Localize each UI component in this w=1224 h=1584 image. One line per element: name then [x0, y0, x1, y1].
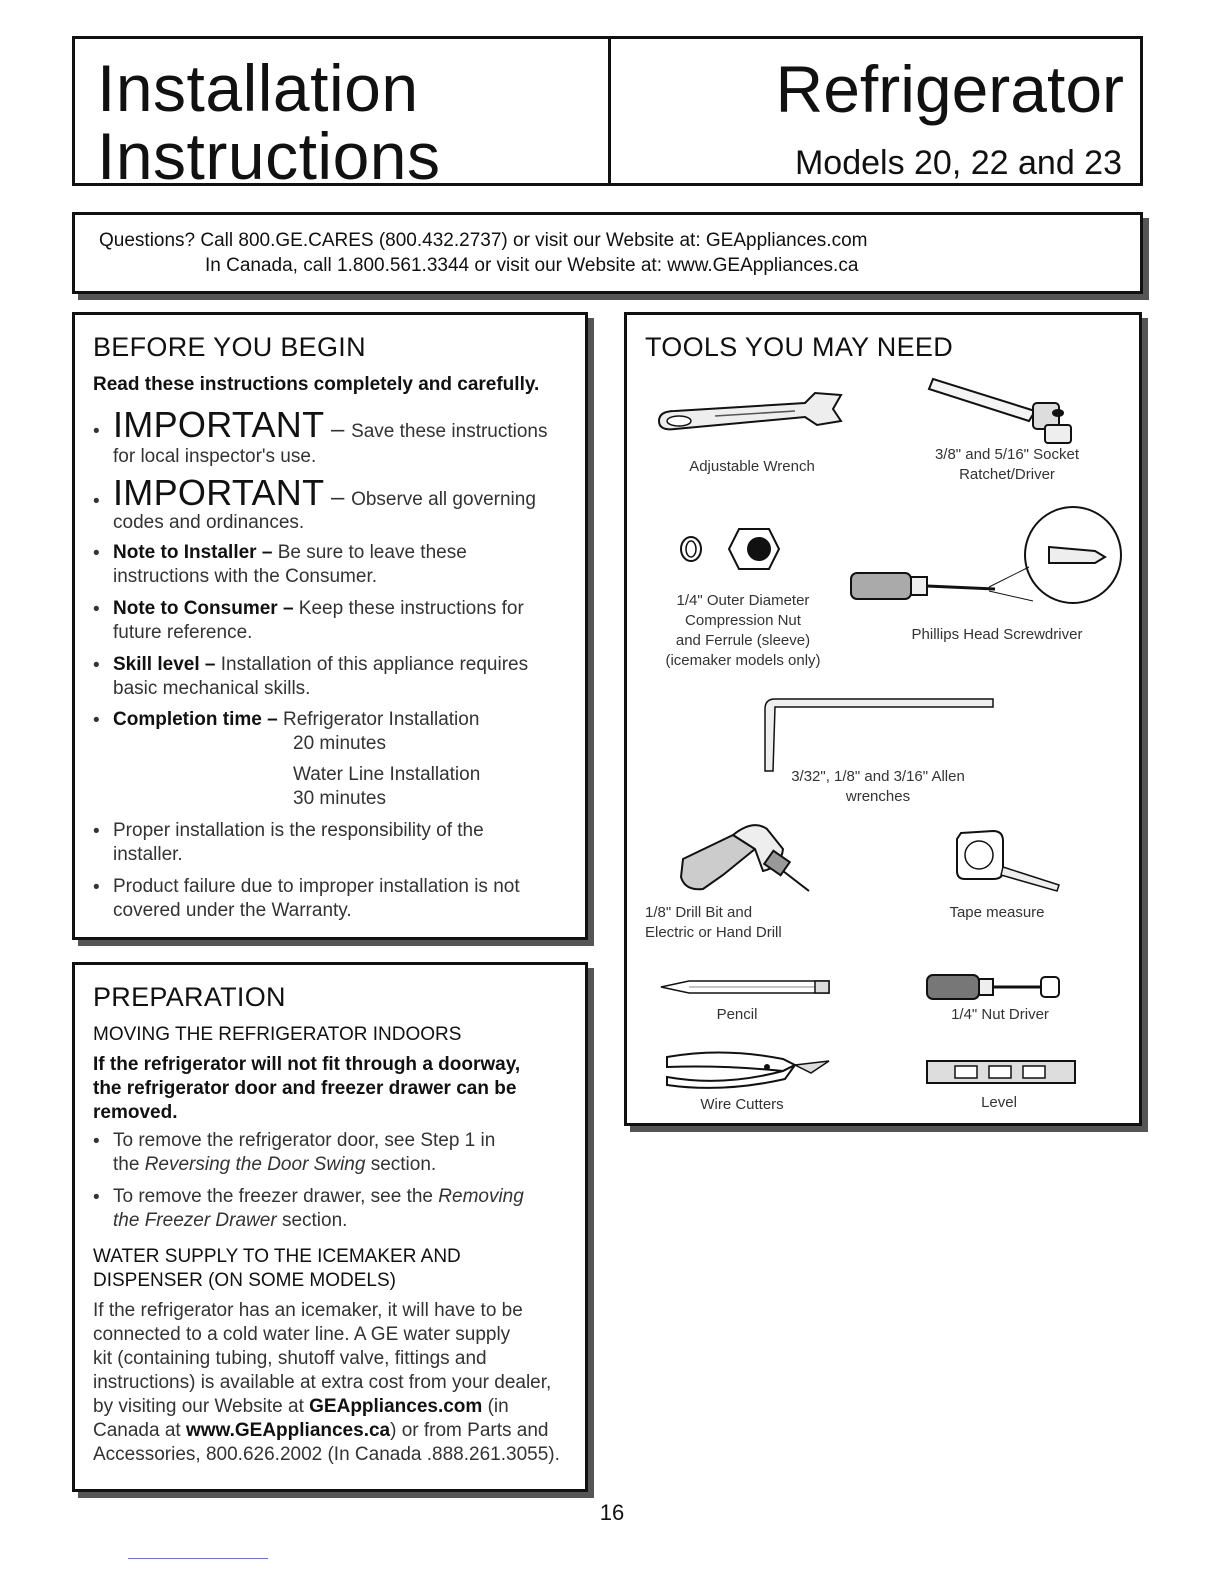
note-installer-label: Note to Installer – — [113, 542, 273, 563]
moving-bold-1: If the refrigerator will not fit through a doorway, — [93, 1054, 521, 1075]
completion-text: Refrigerator Installation — [277, 709, 480, 730]
dash: – — [324, 484, 352, 511]
water-line-1: If the refrigerator has an icemaker, it will have to be — [93, 1300, 523, 1321]
text: Canada at — [93, 1420, 186, 1441]
text: (in — [482, 1396, 509, 1417]
models-subtitle: Models 20, 22 and 23 — [794, 144, 1122, 182]
intro-text: Read these instructions completely and carefully. — [93, 374, 540, 395]
bullet: • — [93, 421, 100, 442]
tool-label-nut-1: 1/4" Outer Diameter — [676, 592, 810, 609]
tool-label-socket-1: 3/8" and 5/16" Socket — [934, 446, 1080, 463]
important-2-cont: codes and ordinances. — [113, 512, 305, 533]
completion-time — [113, 708, 479, 732]
tool-label-drill-1: 1/8" Drill Bit and — [645, 904, 753, 921]
product-title: Refrigerator — [775, 52, 1124, 126]
important-text: Observe all governing — [351, 489, 536, 510]
moving-heading: MOVING THE REFRIGERATOR INDOORS — [93, 1024, 462, 1045]
water-line-2: connected to a cold water line. A GE water supply — [93, 1324, 511, 1345]
text: To remove the freezer drawer, see the — [113, 1186, 439, 1207]
bullet: • — [93, 1187, 100, 1208]
tool-label-nut-3: and Ferrule (sleeve) — [675, 632, 811, 649]
important-heading: IMPORTANT — [113, 472, 325, 513]
note-consumer-cont: future reference. — [113, 622, 253, 643]
section-ref: Removing — [438, 1186, 524, 1207]
website-link-canada[interactable]: www.GEAppliances.ca — [185, 1420, 391, 1441]
contact-canada: In Canada, call 1.800.561.3344 or visit our Website at: www.GEAppliances.ca — [205, 255, 859, 276]
text: section. — [365, 1154, 437, 1175]
proper-install: Proper installation is the responsibility of the — [113, 820, 484, 841]
important-1-cont: for local inspector's use. — [113, 446, 317, 467]
bullet: • — [93, 655, 100, 676]
bullet: • — [93, 491, 100, 512]
phillips-screwdriver-icon — [849, 511, 1121, 607]
section-title: TOOLS YOU MAY NEED — [645, 332, 953, 362]
water-line-6 — [93, 1419, 549, 1443]
pencil-icon — [659, 977, 835, 997]
water-line-4: instructions) is available at extra cost from your dealer, — [93, 1372, 552, 1393]
tool-label-nut-2: Compression Nut — [685, 612, 801, 629]
text: the — [113, 1154, 145, 1175]
tool-label-allen-1: 3/32", 1/8" and 3/16" Allen — [791, 768, 965, 785]
tool-label-socket-2: Ratchet/Driver — [959, 466, 1055, 483]
tool-label-drill-2: Electric or Hand Drill — [645, 924, 782, 941]
skill-text: Installation of this appliance requires — [215, 654, 529, 675]
water-heading-1: WATER SUPPLY TO THE ICEMAKER AND — [93, 1246, 461, 1267]
bullet: • — [93, 1131, 100, 1152]
allen-wrench-icon — [761, 695, 1001, 775]
tool-label-wire-cutters: Wire Cutters — [700, 1096, 784, 1113]
text: section. — [276, 1210, 348, 1231]
bullet: • — [93, 599, 100, 620]
title-box — [72, 36, 610, 193]
important-1 — [113, 404, 548, 445]
text: by visiting our Website at — [93, 1396, 310, 1417]
contact-us: Questions? Call 800.GE.CARES (800.432.2737) or visit our Website at: GEAppliances.com — [99, 230, 868, 251]
tape-measure-icon — [953, 827, 1063, 897]
section-ref: the Freezer Drawer — [113, 1210, 277, 1231]
page-number: 16 — [599, 1500, 625, 1525]
water-heading-2: DISPENSER (ON SOME MODELS) — [93, 1270, 396, 1291]
wire-cutters-icon — [663, 1043, 833, 1093]
adjustable-wrench-icon — [655, 381, 845, 441]
moving-bold-3: removed. — [93, 1102, 178, 1123]
nut-driver-icon — [925, 973, 1065, 1001]
level-icon — [925, 1057, 1077, 1087]
tools-panel — [624, 312, 1142, 1126]
website-link[interactable]: GEAppliances.com — [309, 1396, 483, 1417]
proper-install-cont: installer. — [113, 844, 183, 865]
note-consumer-label: Note to Consumer – — [113, 598, 294, 619]
tool-label-nut-driver: 1/4" Nut Driver — [951, 1006, 1049, 1023]
bullet: • — [93, 821, 100, 842]
product-box — [608, 36, 1143, 186]
title-line-1: Installation — [97, 51, 419, 125]
note-installer-cont: instructions with the Consumer. — [113, 566, 378, 587]
tool-label-pencil: Pencil — [716, 1006, 758, 1023]
drawer-line-1 — [113, 1185, 524, 1209]
bullet: • — [93, 877, 100, 898]
product-failure-cont: covered under the Warranty. — [113, 900, 352, 921]
title-line-2: Instructions — [97, 119, 441, 193]
skill-label: Skill level – — [113, 654, 216, 675]
compression-nut-icon — [675, 525, 805, 575]
completion-min-2: 30 minutes — [293, 788, 386, 809]
water-line-5 — [93, 1395, 509, 1419]
completion-label: Completion time – — [113, 709, 278, 730]
before-you-begin-panel — [72, 312, 588, 940]
completion-min-1: 20 minutes — [293, 733, 386, 754]
note-installer-text: Be sure to leave these — [272, 542, 467, 563]
tool-label-allen-2: wrenches — [845, 788, 911, 805]
electric-drill-icon — [663, 815, 823, 901]
text: ) or from Parts and — [390, 1420, 549, 1441]
door-line-1: To remove the refrigerator door, see Step 1 in — [113, 1130, 496, 1151]
socket-ratchet-icon — [925, 373, 1085, 445]
door-line-2 — [113, 1153, 436, 1177]
important-text: Save these instructions — [351, 421, 548, 442]
section-title: PREPARATION — [93, 982, 286, 1012]
tool-label-wrench: Adjustable Wrench — [689, 458, 815, 475]
dash: – — [324, 416, 352, 443]
moving-bold-2: the refrigerator door and freezer drawer can be — [93, 1078, 517, 1099]
important-2 — [113, 472, 536, 513]
tool-label-level: Level — [981, 1094, 1017, 1111]
skill-level-cont: basic mechanical skills. — [113, 678, 311, 699]
section-ref: Reversing the Door Swing — [144, 1154, 366, 1175]
important-heading: IMPORTANT — [113, 404, 325, 445]
preparation-panel — [72, 962, 588, 1492]
product-failure: Product failure due to improper installation is not — [113, 876, 520, 897]
note-installer — [113, 541, 467, 565]
completion-water: Water Line Installation — [293, 764, 481, 785]
tool-label-tape: Tape measure — [949, 904, 1045, 921]
footer-line — [128, 1558, 268, 1559]
contact-box — [72, 212, 1143, 294]
water-line-3: kit (containing tubing, shutoff valve, fittings and — [93, 1348, 487, 1369]
water-line-7: Accessories, 800.626.2002 (In Canada .888.261.3055). — [93, 1444, 560, 1465]
drawer-line-2 — [113, 1209, 347, 1233]
section-title: BEFORE YOU BEGIN — [93, 332, 366, 362]
tool-label-phillips: Phillips Head Screwdriver — [911, 626, 1083, 643]
skill-level — [113, 653, 528, 677]
bullet: • — [93, 710, 100, 731]
note-consumer — [113, 597, 524, 621]
tool-label-nut-4: (icemaker models only) — [665, 652, 821, 669]
note-consumer-text: Keep these instructions for — [293, 598, 524, 619]
bullet: • — [93, 543, 100, 564]
